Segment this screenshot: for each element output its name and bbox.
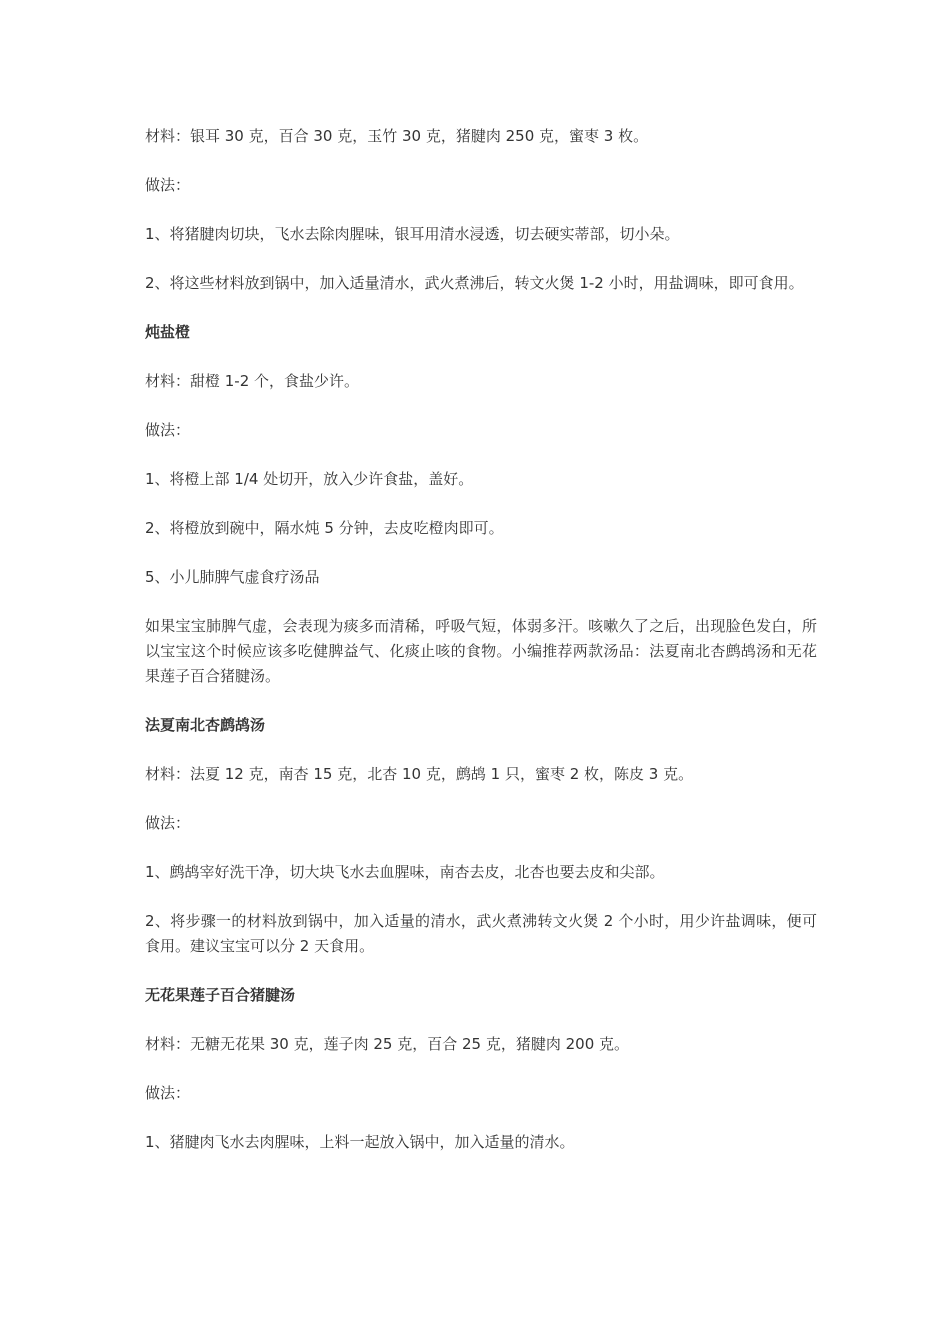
paragraph: 如果宝宝肺脾气虚，会表现为痰多而清稀，呼吸气短，体弱多汗。咳嗽久了之后，出现脸色发白，所以宝宝这个时候应该多吃健脾益气、化痰止咳的食物。小编推荐两款汤品：法夏南北杏鹧鸪汤和无花果莲子百合猪腱汤。 [145, 617, 817, 685]
paragraph: 做法： [145, 1084, 191, 1102]
paragraph: 做法： [145, 176, 191, 194]
paragraph: 做法： [145, 814, 191, 832]
paragraph: 材料：无糖无花果 30 克，莲子肉 25 克，百合 25 克，猪腱肉 200 克。 [145, 1035, 630, 1053]
paragraph: 材料：银耳 30 克，百合 30 克，玉竹 30 克，猪腱肉 250 克，蜜枣 3 枚。 [145, 127, 649, 145]
paragraph: 做法： [145, 421, 191, 439]
section-heading: 法夏南北杏鹧鸪汤 [145, 716, 266, 734]
paragraph: 1、鹧鸪宰好洗干净，切大块飞水去血腥味，南杏去皮，北杏也要去皮和尖部。 [145, 863, 665, 881]
paragraph: 1、将橙上部 1/4 处切开，放入少许食盐，盖好。 [145, 470, 474, 488]
paragraph: 材料：法夏 12 克，南杏 15 克，北杏 10 克，鹧鸪 1 只，蜜枣 2 枚，陈皮 3 克。 [145, 765, 694, 783]
paragraph: 材料：甜橙 1-2 个，食盐少许。 [145, 372, 360, 390]
document-body [145, 124, 817, 1179]
section-heading: 无花果莲子百合猪腱汤 [145, 986, 296, 1004]
section-heading: 炖盐橙 [145, 323, 191, 341]
paragraph: 5、小儿肺脾气虚食疗汤品 [145, 568, 320, 586]
paragraph: 2、将步骤一的材料放到锅中，加入适量的清水，武火煮沸转文火煲 2 个小时，用少许盐调味，便可食用。建议宝宝可以分 2 天食用。 [145, 912, 817, 955]
paragraph: 1、猪腱肉飞水去肉腥味，上料一起放入锅中，加入适量的清水。 [145, 1133, 575, 1151]
paragraph: 2、将橙放到碗中，隔水炖 5 分钟，去皮吃橙肉即可。 [145, 519, 504, 537]
paragraph: 2、将这些材料放到锅中，加入适量清水，武火煮沸后，转文火煲 1-2 小时，用盐调味，即可食用。 [145, 274, 804, 292]
paragraph: 1、将猪腱肉切块，飞水去除肉腥味，银耳用清水浸透，切去硬实蒂部，切小朵。 [145, 225, 680, 243]
